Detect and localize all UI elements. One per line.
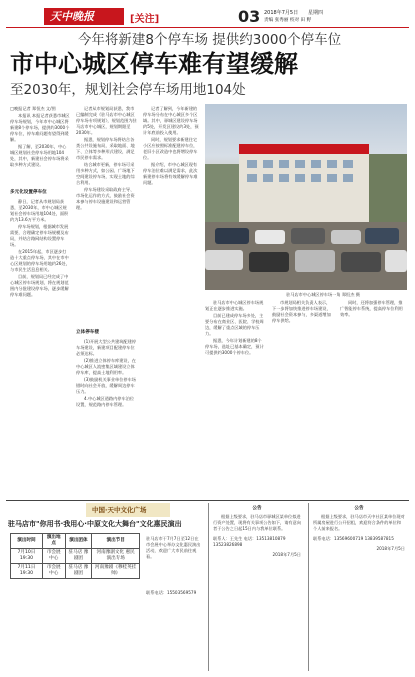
paragraph: 记者从市规划局获悉，我市已编制完成《驻马店市中心城区停车场专项规划》，规划范围为驻马店市中心城区，规划期限至2030年。: [76, 106, 137, 135]
article-column-1b: [10, 199, 70, 299]
divider: [6, 500, 409, 501]
ad-text: 根据上级要求，驻马店市驿城区某单位拟进行资产处置，现将有关事项公告如下，请有意向者于公告之日起15日内与我单位联系。: [213, 514, 301, 531]
article-right-column-c: [340, 300, 406, 319]
masthead-rule: [6, 27, 409, 28]
page-number: 03: [238, 7, 261, 26]
paragraph: 4.中心城区道路内停车泊位设置，规范路内停车管理。: [76, 396, 135, 407]
table-cell: 河南豫剧文化 惠民演出专场: [92, 549, 140, 564]
article-column-2b: [76, 339, 138, 409]
paragraph: 停车场规划，根据城市发展需要，合理确定停车场规模及布局，并结合路网结构设置停车场。: [10, 224, 69, 247]
article-column-1: [10, 113, 70, 169]
table-header: 演出团体: [65, 534, 92, 549]
table-cell: 驻马店 豫剧团: [65, 564, 92, 579]
masthead: [6, 7, 409, 29]
article-column-3: [143, 106, 201, 187]
ad-contact: 联系电话：13569600719 13839587815: [313, 536, 394, 541]
section-title: 立体停车楼: [76, 330, 99, 335]
paragraph: 据介绍，市中心城区现有停车泊位难以满足需求，此次新建停车场将有效缓解停车难问题。: [143, 162, 198, 185]
table-cell: 7月11日 19:30: [11, 564, 43, 579]
street-photo: [205, 104, 407, 290]
table-row: [11, 564, 140, 579]
ad-text: 根据上级要求，驻马店市天中社区某单位现对所属房屋进行公开招租，欢迎符合条件的单位和个人前来报名。: [313, 514, 405, 531]
headline-main: 市中心城区停车难有望缓解: [10, 50, 298, 78]
ad-title: 公告: [252, 506, 262, 511]
table-cell: 7月10日 19:30: [11, 549, 43, 564]
issue-date: 2018年7月5日: [264, 10, 299, 16]
ad-box-1: [208, 503, 305, 671]
paragraph: 市规划局相关负责人表示，下一步将加快推进停车场建设，鼓励社会资本参与，多渠道增加停车供给。: [272, 300, 331, 323]
table-cell: 河南豫剧《穆桂英挂帅》: [92, 564, 140, 579]
ad-box-2: [308, 503, 409, 671]
paragraph: 驻马店市中心城区停车场规划正在逐步推进实施。: [205, 300, 264, 311]
paragraph: 据悉，今年计划新建的8个停车场，选址已基本确定，预计可提供约3000个停车位。: [205, 338, 264, 355]
paragraph: 目前已建成停车场多处，主要分布在商业区、医院、学校周边，缓解了重点区域的停车压力。: [205, 313, 264, 336]
table-header: 演出时间: [11, 534, 43, 549]
notice-title: 驻马店市"你用书·我用心·中原文化大舞台"文化惠民演出: [8, 520, 182, 528]
paragraph: (2)推进立体停车库建设，在中心城区人流密集区域建设立体停车库，提高土地利用率。: [76, 358, 136, 375]
photo-caption: 驻马店市中心城区停车场一角 郑恒杰 摄: [286, 292, 360, 297]
paragraph: 同时，规划要求新建住宅小区应按照标准配建停车位，老旧小区改造中也将增设停车位。: [143, 137, 198, 160]
table-row: [11, 549, 140, 564]
ad-date: 2018年7月5日: [272, 552, 301, 557]
paragraph: (1)开展大型公共建筑配建停车场建设，新建项目配建停车位必须达标。: [76, 339, 136, 356]
table-header: 演出节目: [92, 534, 140, 549]
photo-illustration: [205, 104, 407, 290]
editor-line: 责编 张秀丽 校对 田 野: [264, 18, 312, 23]
table-cell: 驻马店 豫剧团: [65, 549, 92, 564]
ad-title: 公告: [354, 506, 364, 511]
table-header-row: [11, 534, 140, 549]
notice-contact: 联系电话：15503569579: [146, 590, 197, 595]
ad-date: 2018年7月5日: [376, 546, 405, 551]
notice-logo-text: 中国·天中文化广场: [92, 506, 147, 514]
ad-contact: 联系人：王先生 电话：13513810879 13523826898: [213, 536, 286, 547]
table-cell: 市会展中心: [42, 564, 65, 579]
table-cell: 市会展中心: [42, 549, 65, 564]
paragraph: 结合城市更新，停车场可采用多种方式，如公园、广场地下空间建设停车场，实现土地的综合利用。: [76, 162, 135, 185]
notice-side-text: 驻马店市于7月7日至12日在市会展中心举办文化惠民演出活动，欢迎广大市民前往观看。: [146, 536, 201, 559]
headline-sub: 至2030年，规划社会停车场用地104处: [10, 82, 246, 98]
paragraph: 静日，记者从市规划局获悉，至2030年，市中心城区规划社会停车场用地104处，面积约为13.6万平方米。: [10, 199, 69, 222]
paragraph: (3)鼓励机关事业单位停车场错时向社会开放，缓解周边停车压力。: [76, 377, 136, 394]
section-title: 多元化设置停车位: [10, 190, 47, 195]
headline-kicker: 今年将新建8个停车场 提供约3000个停车位: [77, 32, 342, 48]
paragraph: 目前，规划局已经完成了中心城区停车场规划，将在规划范围内分批建设停车场，逐步缓解停车难问题。: [10, 274, 69, 297]
byline: □晚报记者 郑恒杰 文/图: [10, 106, 56, 111]
issue-weekday: 星期四: [308, 10, 324, 16]
paragraph: 在2015年起，市区逐步打造十大重点停车场，其中在市中心区规划的停车场用地约26处，与市民生活息息相关。: [10, 249, 70, 272]
article-right-column-a: [205, 300, 265, 357]
table-header: 演出地点: [42, 534, 65, 549]
paragraph: 停车场建设采取政府主导、市场化运作的方式，鼓励社会资本参与停车设施建设和运营管理。: [76, 187, 135, 210]
paragraph: 据了解，至2030年，中心城区规划社会停车场用地104处，其中，新建社会停车场将采取多种方式建设。: [10, 144, 69, 167]
masthead-logo-text: 天中晚报: [50, 10, 94, 23]
section-label: [关注]: [130, 14, 160, 25]
paragraph: 据悉，规划停车场将结合各类公共设施布局，采取地面、地下、立体等多种形式建设，满足市民停车需求。: [76, 137, 135, 160]
paragraph: 记者了解到，今年新建的停车场分布在中心城区多个区域。其中，驿城区建设停车场约5处，开发区建设约3处，预计年底前投入使用。: [143, 106, 199, 135]
schedule-table: [10, 533, 140, 579]
article-right-column-b: [272, 300, 334, 325]
article-column-2: [76, 106, 138, 212]
paragraph: 同时，还将加强停车管理，推广智能停车系统，提高停车位利用效率。: [340, 300, 403, 317]
paragraph: 本报讯 本报记者获悉市城区停车场规划，今年市中心城区将新建8个停车场，提供约3000个停车位，停车难问题有望得到缓解。: [10, 113, 70, 142]
